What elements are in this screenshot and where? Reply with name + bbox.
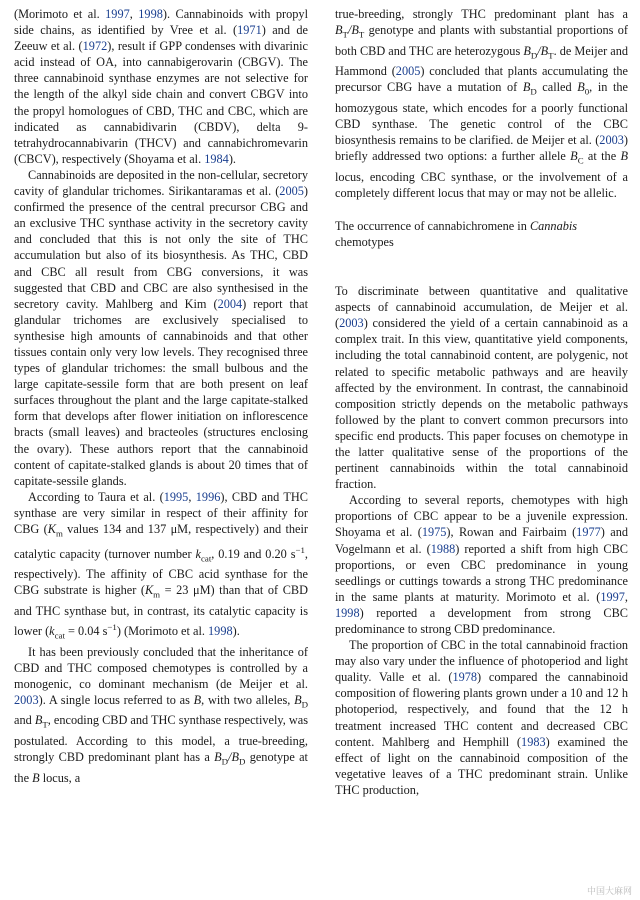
text-run: chemotypes bbox=[335, 234, 394, 249]
subscript: cat bbox=[200, 553, 212, 564]
citation-link[interactable]: 1997 bbox=[105, 7, 130, 21]
subscript: D bbox=[238, 756, 246, 767]
text-run: According to several reports, chemotypes with high proportions of CBC appear to be a juvenile expression. Shoyama et al. ( bbox=[335, 493, 628, 540]
text-run: called bbox=[536, 80, 578, 95]
text-run: locus, encoding CBC synthase, or the involvement of a completely different locus that may or may not be allelic. bbox=[335, 169, 628, 200]
text-run: It has been previously concluded that the inheritance of CBD and THC composed chemotypes is controlled by a monogenic, co dominant mechanism (de Meijer et al. bbox=[14, 644, 308, 691]
text-run: ) examined the effect of light on the cannabinoid composition of the vegetative leaves of a THC predominant strain. Unlike THC production, bbox=[335, 734, 628, 797]
citation-link[interactable]: 1995 bbox=[163, 489, 189, 504]
subscript: D bbox=[301, 699, 308, 710]
citation-link[interactable]: 1988 bbox=[430, 541, 456, 556]
right-column bbox=[335, 6, 628, 798]
text-run: = 0.04 s bbox=[64, 624, 108, 639]
italic-text: B bbox=[522, 80, 531, 95]
italic-text: k bbox=[195, 546, 201, 561]
body-paragraph bbox=[335, 492, 628, 637]
italic-text: B bbox=[620, 149, 628, 164]
citation-link[interactable]: 1984 bbox=[204, 151, 229, 166]
text-run: genotype and plants with substantial proportions of both CBD and THC are heterozygous bbox=[335, 23, 628, 58]
subscript: C bbox=[577, 155, 584, 166]
citation-link[interactable]: 2003 bbox=[599, 133, 624, 148]
subscript: m bbox=[55, 528, 63, 539]
italic-text: B bbox=[193, 692, 202, 707]
text-run: true-breeding, strongly THC predominant plant has a bbox=[335, 7, 628, 21]
citation-link[interactable]: 1983 bbox=[521, 734, 546, 749]
italic-text: / bbox=[537, 43, 541, 58]
text-run: ) concluded that plants accumulating the precursor CBG have a mutation of bbox=[335, 64, 628, 95]
citation-link[interactable]: 2003 bbox=[14, 692, 39, 707]
body-paragraph bbox=[14, 167, 308, 489]
italic-text: k bbox=[49, 624, 55, 639]
text-run: ), CBD and THC synthase are very similar in respect of their affinity for CBG ( bbox=[14, 489, 308, 536]
text-run: , respectively). The affinity of CBC acid synthase for the CBG substrate is higher ( bbox=[14, 546, 308, 598]
subscript: cat bbox=[54, 630, 65, 641]
text-run: ). Cannabinoids with propyl side chains, as identified by Vree et al. ( bbox=[14, 7, 308, 38]
section-heading bbox=[335, 218, 628, 250]
superscript: −1 bbox=[295, 544, 305, 555]
italic-text: / bbox=[228, 750, 232, 765]
left-column bbox=[14, 6, 308, 786]
text-run: ) compared the cannabinoid composition of flowering plants grown under a 10 and 12 h photoperiod, respectively, and found that the 12 h treatment increased THC content and decreased CBC content. Mahlberg and Hemphill ( bbox=[335, 670, 629, 749]
subscript: D bbox=[530, 86, 537, 97]
text-run: ) confirmed the presence of the central precursor CBG and an exclusive THC synthase activity in the secretory cavity and concluded that this is not only the site of THC accumulation but also of its biosynthesis. As THC, CBD and CBC all result from CBG conversions, it was suggested that CBD and CBC are also synthesised in the secretory cavity. Mahlberg and Kim ( bbox=[14, 184, 308, 311]
subscript: T bbox=[548, 50, 554, 61]
citation-link[interactable]: 2003 bbox=[339, 316, 364, 331]
text-run: , encoding CBD and THC synthase respectively, was postulated. According to this model, a true-breeding, strongly CBD predominant plant has a bbox=[14, 713, 308, 765]
citation-link[interactable]: 1997 bbox=[600, 589, 625, 604]
italic-text: B bbox=[540, 43, 549, 58]
italic-text: K bbox=[47, 522, 56, 536]
subscript: T bbox=[342, 29, 348, 40]
text-run: values 134 and 137 μM, respectively) and their catalytic capacity (turnover number bbox=[14, 522, 308, 561]
text-run: , bbox=[188, 489, 196, 504]
citation-link[interactable]: 1972 bbox=[82, 39, 108, 54]
body-paragraph bbox=[14, 6, 308, 167]
text-run: ) report that glandular trichomes are exclusively specialised to synthesise high amounts of cannabinoids and that other tissues contain only very low levels. They recognised three types of glandular trichomes: the small bulbous and the large capitate-sessile form that are both present on leaf surfaces throughout the plant and the large capitate-stalked form that develops after flower initiation on inflorescence bracts (small leaves) and bracteoles (structures enclosing the ovary). These authors report that the cannabinoid content of capitate-stalked glands is about 20 times that of capitate-sessile glands. bbox=[14, 296, 308, 488]
text-run: , with two alleles, bbox=[201, 692, 295, 707]
text-run: (Morimoto et al. bbox=[14, 7, 106, 21]
citation-link[interactable]: 1978 bbox=[452, 670, 478, 685]
text-run: , bbox=[624, 589, 628, 604]
text-run: According to Taura et al. ( bbox=[28, 489, 164, 504]
citation-link[interactable]: 1975 bbox=[421, 525, 447, 540]
subscript: D bbox=[530, 50, 538, 61]
italic-text: B bbox=[294, 692, 302, 707]
italic-text: Cannabis bbox=[529, 218, 578, 233]
text-run: ), Rowan and Fairbaim ( bbox=[446, 525, 577, 540]
italic-text: B bbox=[231, 750, 239, 765]
italic-text: B bbox=[351, 23, 359, 38]
body-paragraph bbox=[335, 283, 628, 492]
citation-link[interactable]: 2005 bbox=[279, 184, 304, 199]
text-run: ). A single locus referred to as bbox=[38, 692, 194, 707]
subscript: T bbox=[358, 29, 365, 40]
text-run: locus, a bbox=[39, 770, 81, 785]
text-run: ) reported a shift from high CBC proportions, or even CBC predominance in young seedlings or cuttings towards a strong THC predominance in the same plants at maturity. Morimoto et al. ( bbox=[335, 541, 628, 604]
text-run: genotype at the bbox=[14, 750, 308, 785]
citation-link[interactable]: 2004 bbox=[217, 296, 243, 311]
citation-link[interactable]: 1971 bbox=[237, 23, 262, 38]
body-paragraph bbox=[335, 6, 628, 201]
text-run: . de Meijer and Hammond ( bbox=[335, 43, 629, 79]
italic-text: B bbox=[577, 80, 585, 95]
citation-link[interactable]: 1998 bbox=[335, 605, 360, 620]
italic-text: B bbox=[570, 149, 578, 164]
italic-text: / bbox=[347, 23, 352, 38]
citation-link[interactable]: 2005 bbox=[395, 64, 421, 79]
text-run: = 23 μM) than that of CBD and THC synthase but, in contrast, its catalytic capacity is lower ( bbox=[14, 583, 308, 639]
subscript: D bbox=[221, 756, 229, 767]
text-run: and bbox=[14, 713, 35, 728]
body-paragraph bbox=[14, 489, 308, 644]
italic-text: K bbox=[144, 583, 154, 598]
text-run: , 0.19 and 0.20 s bbox=[211, 546, 296, 561]
citation-link[interactable]: 1996 bbox=[195, 489, 221, 504]
italic-text: B bbox=[32, 770, 40, 785]
citation-link[interactable]: 1998 bbox=[208, 624, 233, 639]
text-run: ) briefly addressed two options: a further allele bbox=[335, 133, 628, 164]
italic-text: B bbox=[214, 750, 222, 765]
text-run: ). bbox=[228, 151, 236, 166]
italic-text: B bbox=[523, 43, 531, 58]
text-run: ) considered the yield of a certain cannabinoid as a complex trait. In this view, quantitative yield components, including the total cannabinoid content, are polygenic, not related to specific metabolic pathways and are heavily affected by the environment. In contrast, the cannabinoid composition strictly depends on the metabolic pathways followed by the plant to convert common precursors into specific end products. This paper focuses on chemotype in the latter qualitative sense of the proportions of the pertinent cannabinoids within the total cannabinoid fraction. bbox=[335, 316, 628, 492]
superscript: −1 bbox=[107, 621, 117, 632]
text-run: , in the homozygous state, which encodes for a poorly functional CBD synthase. The genetic control of the CBC biosynthesis remains to be clarified. de Meijer et al. ( bbox=[335, 80, 628, 148]
citation-link[interactable]: 1977 bbox=[576, 525, 601, 540]
subscript: T bbox=[42, 719, 48, 730]
body-paragraph bbox=[335, 637, 628, 798]
text-run: ), result if GPP condenses with divarinic acid instead of OA, into cannabigerovarin (CBGV). The three cannabinoid synthase enzymes are not selective for the length of the alkyl side chain and convert CBGV into the propyl homologues of CBD, THC and CBC, which are indicated as cannabidivarin (CBDV), delta 9-tetrahydrocannabivarin (THCV) and cannabichromevarin (CBCV), respectively (Shoyama et al. bbox=[14, 39, 308, 166]
text-run: The occurrence of cannabichromene in bbox=[335, 218, 530, 233]
spacer bbox=[335, 201, 628, 218]
text-run: ) reported a development from strong CBC predominance to strong CBD predominance. bbox=[335, 605, 628, 636]
text-run: To discriminate between quantitative and qualitative aspects of cannabinoid accumulation, de Meijer et al. ( bbox=[335, 284, 628, 331]
italic-text: B bbox=[335, 23, 343, 38]
body-paragraph bbox=[14, 644, 308, 786]
text-run: at the bbox=[583, 149, 621, 164]
text-run: ) (Morimoto et al. bbox=[116, 624, 209, 639]
spacer bbox=[335, 250, 628, 283]
text-run: The proportion of CBC in the total cannabinoid fraction may also vary under the influence of photoperiod and light quality. Valle et al. ( bbox=[335, 638, 628, 685]
text-run: ). bbox=[232, 624, 240, 639]
text-run: Cannabinoids are deposited in the non-cellular, secretory cavity of glandular trichomes. Sirikantaramas et al. ( bbox=[14, 167, 308, 199]
citation-link[interactable]: 1998 bbox=[138, 7, 163, 21]
text-run: ) and Vogelmann et al. ( bbox=[335, 525, 628, 556]
text-run: , bbox=[129, 7, 139, 21]
subscript: m bbox=[153, 589, 161, 600]
watermark: 中国大麻网 bbox=[586, 887, 632, 897]
text-run: ) and de Zeeuw et al. ( bbox=[14, 23, 309, 54]
subscript: 0 bbox=[584, 86, 590, 97]
italic-text: B bbox=[34, 713, 43, 728]
